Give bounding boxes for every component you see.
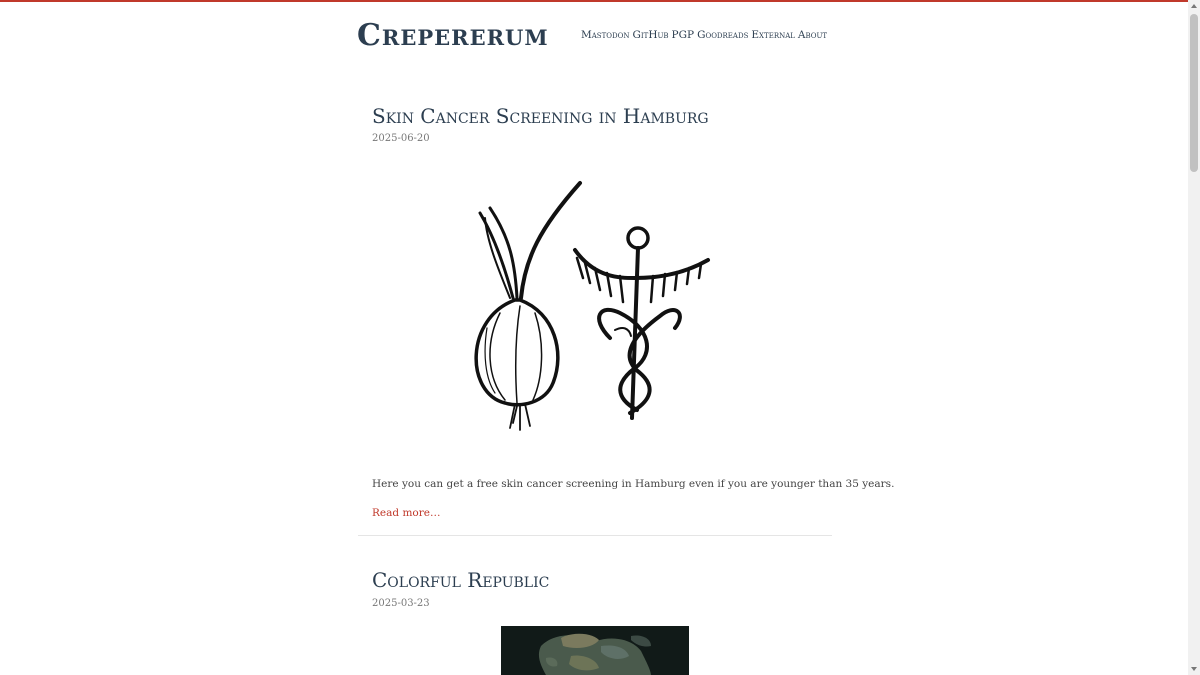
scroll-thumb[interactable] (1190, 14, 1198, 172)
post-excerpt: Here you can get a free skin cancer screening in Hamburg even if you are younger than 35 years. (372, 478, 895, 490)
post-title-link[interactable]: Skin Cancer Screening in Hamburg (372, 104, 709, 128)
onion-caduceus-drawing-icon (425, 178, 715, 438)
read-more-link[interactable]: Read more… (372, 507, 441, 519)
nav-item-goodreads[interactable]: Goodreads (697, 29, 749, 41)
post-date: 2025-03-23 (372, 598, 430, 609)
nav-item-pgp[interactable]: PGP (671, 29, 695, 41)
scroll-up-icon[interactable] (1191, 4, 1197, 8)
post-divider (358, 535, 832, 536)
nav-item-mastodon[interactable]: Mastodon (581, 29, 630, 41)
top-accent-bar (0, 0, 1200, 2)
post-title-link[interactable]: Colorful Republic (372, 568, 550, 592)
post-date: 2025-06-20 (372, 133, 430, 144)
main-nav (581, 29, 827, 41)
scroll-down-icon[interactable] (1191, 667, 1197, 671)
site-title-link[interactable]: Crepererum (357, 18, 549, 53)
colorful-map-image-icon (501, 626, 689, 675)
nav-item-external[interactable]: External (751, 29, 795, 41)
page-scrollbar[interactable] (1188, 0, 1200, 675)
nav-item-github[interactable]: GitHub (632, 29, 669, 41)
nav-item-about[interactable]: About (797, 29, 828, 41)
